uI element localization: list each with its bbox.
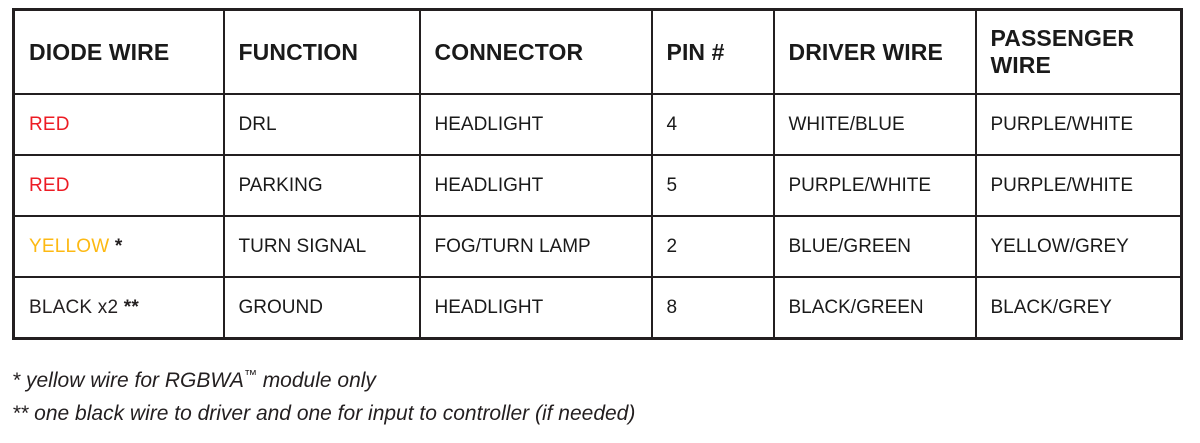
footnotes xyxy=(12,364,1200,430)
footnote-two: ** one black wire to driver and one for input to controller (if needed) xyxy=(12,402,636,426)
driver-wire-cell: BLACK/GREEN xyxy=(774,277,976,339)
footnote-one-prefix: * yellow wire for RGBWA xyxy=(12,369,244,392)
wiring-table xyxy=(12,8,1183,340)
connector-cell: HEADLIGHT xyxy=(420,94,652,155)
diode-wire-cell xyxy=(14,216,224,277)
diode-wire-cell xyxy=(14,277,224,339)
driver-wire-cell: PURPLE/WHITE xyxy=(774,155,976,216)
function-cell: DRL xyxy=(224,94,420,155)
diode-wire-label: YELLOW xyxy=(29,235,110,257)
diode-wire-label: RED xyxy=(29,113,70,135)
pin-cell: 4 xyxy=(652,94,774,155)
diode-wire-footnote-marker: * xyxy=(109,235,123,257)
column-header-pin: PIN # xyxy=(652,10,774,95)
table-row xyxy=(14,94,1182,155)
column-header-diode-wire: DIODE WIRE xyxy=(14,10,224,95)
column-header-driver-wire: DRIVER WIRE xyxy=(774,10,976,95)
function-cell: GROUND xyxy=(224,277,420,339)
connector-cell: FOG/TURN LAMP xyxy=(420,216,652,277)
wiring-reference-sheet xyxy=(0,8,1200,443)
pin-cell: 5 xyxy=(652,155,774,216)
passenger-wire-cell: PURPLE/WHITE xyxy=(976,94,1182,155)
column-header-connector: CONNECTOR xyxy=(420,10,652,95)
pin-cell: 8 xyxy=(652,277,774,339)
diode-wire-footnote-marker: ** xyxy=(118,296,139,318)
diode-wire-label: BLACK x2 xyxy=(29,296,119,318)
column-header-passenger-wire: PASSENGER WIRE xyxy=(976,10,1182,95)
function-cell: TURN SIGNAL xyxy=(224,216,420,277)
table-row xyxy=(14,216,1182,277)
passenger-wire-cell: YELLOW/GREY xyxy=(976,216,1182,277)
table-row xyxy=(14,277,1182,339)
connector-cell: HEADLIGHT xyxy=(420,155,652,216)
footnote-one xyxy=(12,364,1200,397)
table-row xyxy=(14,155,1182,216)
footnote-one-suffix: module only xyxy=(256,369,376,392)
diode-wire-cell xyxy=(14,155,224,216)
diode-wire-cell xyxy=(14,94,224,155)
passenger-wire-cell: BLACK/GREY xyxy=(990,296,1112,318)
passenger-wire-cell: PURPLE/WHITE xyxy=(976,155,1182,216)
driver-wire-cell: BLUE/GREEN xyxy=(774,216,976,277)
diode-wire-label: RED xyxy=(29,174,70,196)
trademark-symbol: ™ xyxy=(243,367,257,382)
driver-wire-cell: WHITE/BLUE xyxy=(774,94,976,155)
table-header-row xyxy=(14,10,1182,95)
function-cell: PARKING xyxy=(224,155,420,216)
connector-cell: HEADLIGHT xyxy=(420,277,652,339)
column-header-function: FUNCTION xyxy=(224,10,420,95)
pin-cell: 2 xyxy=(652,216,774,277)
